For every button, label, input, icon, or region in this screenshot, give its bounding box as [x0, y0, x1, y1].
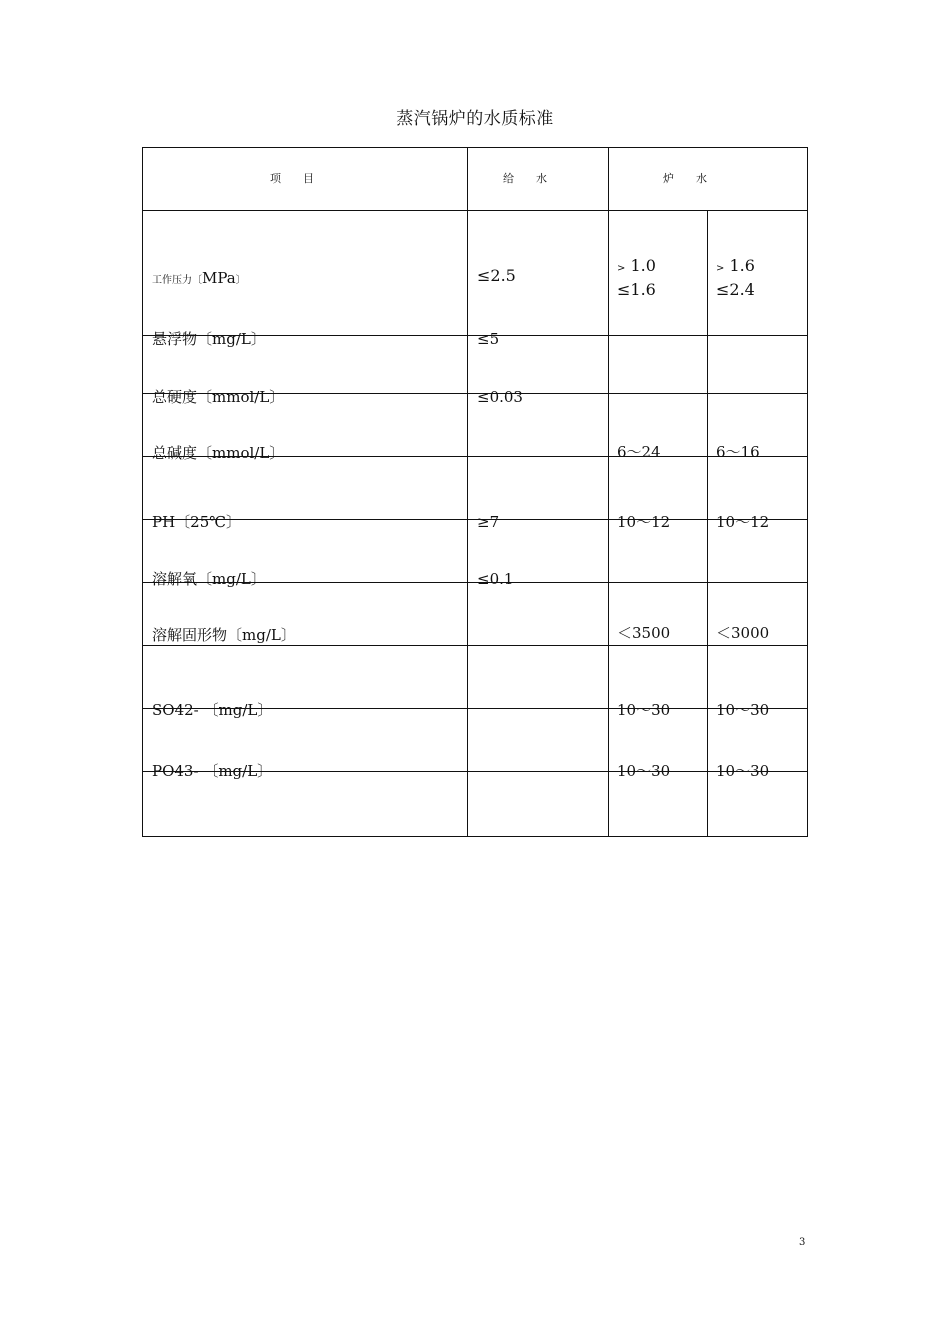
- table-column-rule: [608, 147, 609, 837]
- table-column-rule: [467, 147, 468, 837]
- boiler-value-2: 6～16: [716, 443, 760, 461]
- item-label: 工作压力〔: [152, 275, 202, 286]
- item-label: 悬浮物〔mg/L〕: [152, 330, 266, 348]
- boiler-value-2: ＜3000: [716, 624, 770, 642]
- boiler-value-1: 10～30: [617, 762, 671, 780]
- boiler-value-1: [617, 255, 656, 300]
- table-row-pressure: [152, 268, 246, 291]
- table-rule: [142, 519, 808, 520]
- table-border-bottom: [142, 836, 808, 837]
- page-number: 3: [799, 1237, 806, 1248]
- item-label: 总碱度〔mmol/L〕: [152, 444, 285, 462]
- header-boiler-water: 炉 水: [663, 172, 707, 185]
- table-column-rule: [707, 210, 708, 837]
- item-label: 溶解固形物〔mg/L〕: [152, 626, 296, 644]
- greater-than-mark: >: [716, 263, 725, 274]
- boiler-value-1: 10～30: [617, 701, 671, 719]
- boiler-value-1-line2: ≤1.6: [617, 280, 656, 299]
- boiler-value-2: 10～12: [716, 513, 770, 531]
- boiler-value-1: 10～12: [617, 513, 671, 531]
- boiler-value-2: [716, 255, 755, 300]
- item-label: 溶解氧〔mg/L〕: [152, 570, 266, 588]
- boiler-value-1: 6～24: [617, 443, 661, 461]
- item-label: PO43- 〔mg/L〕: [152, 762, 273, 780]
- feed-value: ≤5: [477, 330, 500, 348]
- item-label: SO42- 〔mg/L〕: [152, 701, 273, 719]
- item-label-suffix: 〕: [235, 275, 246, 286]
- feed-value: ≥7: [477, 513, 500, 531]
- boiler-value-2-line2: ≤2.4: [716, 280, 755, 299]
- feed-value: ≤2.5: [477, 266, 516, 285]
- header-item: 项 目: [270, 172, 314, 185]
- item-label: PH〔25℃〕: [152, 513, 242, 531]
- boiler-value-2: 10～30: [716, 701, 770, 719]
- header-feed-water: 给 水: [503, 172, 547, 185]
- feed-value: ≤0.03: [477, 388, 523, 406]
- feed-value: ≤0.1: [477, 570, 514, 588]
- table-border-top: [142, 147, 808, 148]
- item-unit: MPa: [202, 269, 236, 287]
- boiler-value-2-line1: 1.6: [729, 256, 755, 275]
- boiler-value-1: ＜3500: [617, 624, 671, 642]
- table-border-left: [142, 147, 143, 837]
- table-rule: [142, 645, 808, 646]
- boiler-value-1-line1: 1.0: [630, 256, 656, 275]
- table-border-right: [807, 147, 808, 837]
- document-title: 蒸汽锅炉的水质标准: [396, 109, 554, 129]
- greater-than-mark: >: [617, 263, 626, 274]
- table-rule: [142, 210, 808, 211]
- item-label: 总硬度〔mmol/L〕: [152, 388, 285, 406]
- boiler-value-2: 10～30: [716, 762, 770, 780]
